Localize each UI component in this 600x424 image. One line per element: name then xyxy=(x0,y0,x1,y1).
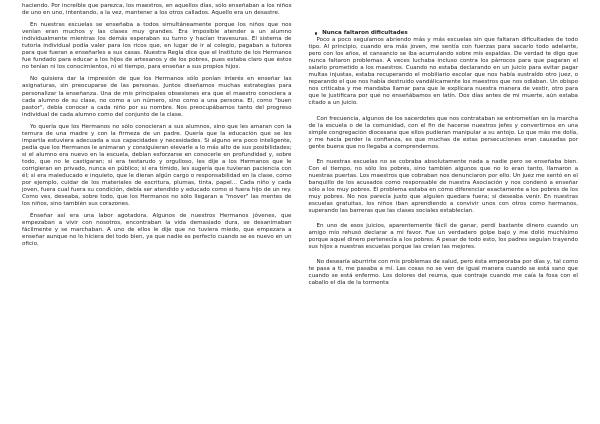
left-paragraph-4: Yo quería que los Hermanos no sólo conocieran a sus alumnos, sino que les amaran con la ternura de una madre y con la firmeza de un padre. Quería que la educación que se les impartía estuviera adecuada a sus capacidades y necesidades. Si alguno era poco inteligente, pedía que los Hermanos le animaran y consiguieran elevarle a lo más alto de sus posibilidades; si el alumno era nuevo en la escuela, debían esforzarse en conocerle en profundidad y, sobre todo, que no le castigaran; si era testarudo y orgulloso, les dije a los Hermanos que le corrigieran en privado, nunca en público; si era tímido, les sugería que tuvieran paciencia con él; si era maleducado e inquieto, que le dieran algún cargo o responsabilidad en la clase, como por ejemplo, cuidar de los materiales de escritura, plumas, tinta, papel... Cada niño y cada joven, fuera cual fuera su condición, debía ser atendido y educado como si fuera hijo de un rey. Como ves, deseaba, sobre todo, que los Hermanos no sólo llegaran a "mover" las mentes de los niños, sino también sus corazones. xyxy=(22,123,292,208)
right-paragraph-1: Poco a poco seguíamos abriendo más y más escuelas sin que faltaran dificultades de todo tipo. Al principio, cuando era más joven, me sentía con fuerzas para sacarlo todo adelante, pero con los años, el cansancio se iba acumulando sobre mis espaldas. De verdad te digo que nunca faltaron problemas. A veces luchaba incluso contra los párrocos para que pagaran el salario prometido a los maestros. Cuando no estaba declarando en un juicio para evitar pagar multas injustas, estaba recuperando el mobiliario escolar que nos había sustraído otro juez, o reparando el que nos había destruido vandálicamente los maestros que nos odiaban. Un obispo nos criticaba y me mandaba llamar para que le explicara nuestra manera de vestir, otro para que le justificara por qué no enseñábamos en latín. Dos días antes de mi muerte, aún estaba citado a un juicio. xyxy=(308,37,578,107)
left-column xyxy=(22,3,292,424)
left-paragraph-3: No quisiera dar la impresión de que los Hermanos sólo ponían interés en enseñar las asignaturas, sin preocuparse de las personas. Juntos diseñamos muchas estrategias para personalizar la enseñanza. Una de mis principales obsesiones era que el maestro conociera a cada alumno de su clase, no como a un número, sino como a una persona. El, como "buen pastor", debía conocer a cada niño por su nombre. Nos preocupábamos tanto del progreso individual de cada alumno como del conjunto de la clase. xyxy=(22,76,292,118)
right-paragraph-5: No desearía aburrirte con mis problemas de salud, pero ésta empeoraba por días y, tal como te pasa a ti, me pasaba a mí. Las cosas no se ven de igual manera cuando se está sano que cuando se está enfermo. Los dolores del reuma, que contraje cuando me caía la fosa con el caballo el día de la tormenta xyxy=(308,259,578,287)
section-heading-text: Nunca faltaron dificultades xyxy=(322,30,408,36)
left-paragraph-5: Enseñar así era una labor agotadora. Algunos de nuestros Hermanos jóvenes, que empezaban a vivir con nosotros, encontraban la vida demasiado dura, se desanimaban fácilmente y se marchaban. A uno de ellos le dije que no tuviera miedo, que empezara a enseñar aunque no lo hiciera del todo bien, ya que nadie es perfecto cuando se es nuevo en un oficio. xyxy=(22,213,292,248)
bullet-icon xyxy=(315,32,318,35)
left-paragraph-1: haciendo. Por increíble que parezca, los maestros, en aquellos días, sólo enseñaban a los niños de uno en uno, intentando, a la vez, mantener a los otros callados. Aquello era un desastre. xyxy=(22,3,292,17)
right-paragraph-2: Con frecuencia, algunos de los sacerdotes que nos contrataban se entrometían en la marcha de la escuela o de la comunidad, con el fin de hacerse nuestros jefes y convertirnos en una simple congregación diocesana que ellos pudieran manipular a su antojo. Lo que más me dolía, y me hacía perder la confianza, es que muchas de estas persecuciones eran causadas por gente buena que no llegaba a comprendernos. xyxy=(308,115,578,150)
section-heading xyxy=(309,30,579,37)
right-paragraph-4: En uno de esos juicios, aparentemente fácil de ganar, perdí bastante dinero cuando un amigo mío rehusó declarar a mi favor. Fue un verdadero golpe bajo y me dolió muchísimo porque aquel dinero pertenecía a los pobres. A pesar de todo esto, los padres seguían trayendo sus hijos a nuestras escuelas porque las creían las mejores. xyxy=(308,223,578,251)
right-column xyxy=(309,3,579,424)
left-paragraph-2: En nuestras escuelas se enseñaba a todos simultáneamente porque los niños que nos venían eran muchos y las clases muy grandes. Era imposible atender a un alumno individualmente mientras los demás esperaban su turno y hacían travesuras. El sistema de tutoría individual podía valer para los ricos que, en lugar de ir al colegio, pagaban a tutores para que fueran a enseñarles a sus casas. Nuestra Regla dice que el Instituto de los Hermanos fue fundado para educar a los hijos de artesanos y de los pobres, pues estaba claro que éstos no tenían ni los conocimientos, ni el tiempo, para enseñar a sus propios hijos. xyxy=(22,22,292,71)
right-paragraph-3: En nuestras escuelas no se cobraba absolutamente nada a nadie pero se enseñaba bien. Con el tiempo, no sólo los pobres, sino también algunos que no lo eran tanto, llamaron a nuestras puertas. Los maestros que cobraban nos denunciaron por ello. Un juez me sentó en el banquillo de los acusados como responsable de nuestra Asociación y nos condenó a enseñar sólo a los muy pobres. El problema estaba en cómo diferenciar exactamente a los pobres de los muy pobres. No nos parecía justo que alguien quedara fuera; si deseaba venir. En nuestras escuelas gratuitas, los niños iban aprendiendo a convivir unos con otros como hermanos, superando las barreras que las clases sociales establecían. xyxy=(308,158,578,215)
